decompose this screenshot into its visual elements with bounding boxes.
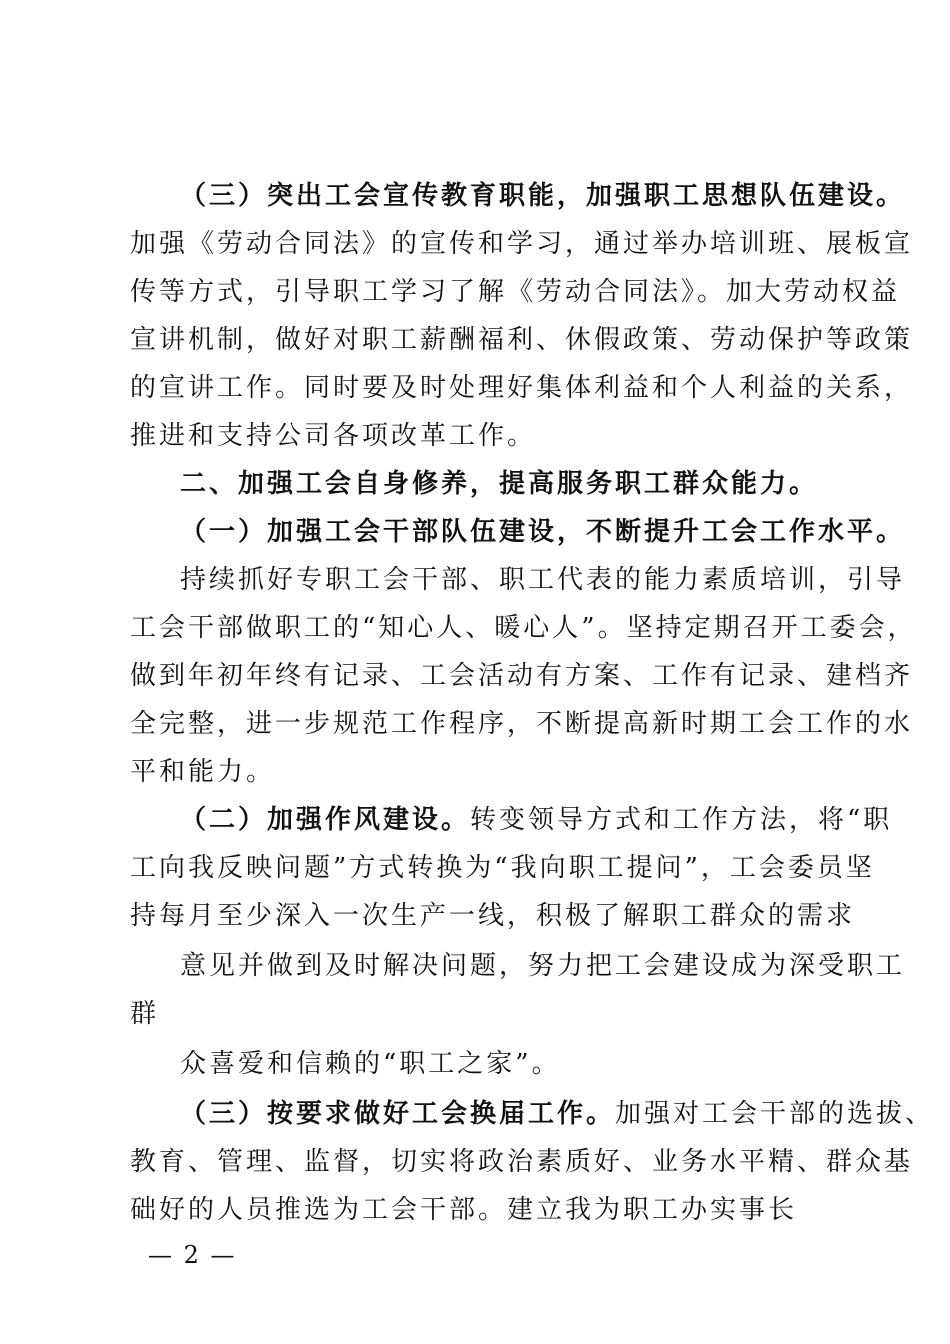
paragraph-line (130, 320, 914, 360)
line-text: 工会干部做职工的“知心人、暖心人”。坚持定期召开工委会， (130, 613, 917, 643)
line-text: 平和能力。 (130, 757, 276, 787)
line-text: 全完整，进一步规范工作程序，不断提高新时期工会工作的水 (130, 709, 914, 739)
section-heading: 二、加强工会自身修养，提高服务职工群众能力。 (180, 469, 819, 499)
paragraph-line (130, 896, 856, 936)
line-text: 推进和支持公司各项改革工作。 (130, 421, 537, 451)
line-text: 础好的人员推选为工会干部。建立我为职工办实事长 (130, 1195, 798, 1225)
line-text: 众喜爱和信赖的“职工之家”。 (180, 1049, 561, 1079)
section-heading: （一）加强工会干部队伍建设，不断提升工会工作水平。 (180, 517, 906, 547)
paragraph-line (130, 656, 914, 696)
paragraph-line (130, 1142, 914, 1182)
paragraph-line (130, 224, 914, 264)
paragraph-line (130, 848, 875, 888)
line-text: 加强《劳动合同法》的宣传和学习，通过举办培训班、展板宣 (130, 229, 914, 259)
paragraph-line (180, 176, 906, 216)
section-heading: （三）突出工会宣传教育职能，加强职工思想队伍建设。 (180, 181, 906, 211)
paragraph-line (130, 752, 820, 792)
paragraph-line (180, 464, 870, 504)
line-text: 群 (130, 999, 160, 1029)
line-text: 意见并做到及时解决问题，努力把工会建设成为深受职工 (180, 951, 906, 981)
paragraph-line (180, 512, 906, 552)
paragraph-line (130, 272, 901, 312)
paragraph-line (130, 1190, 820, 1230)
line-text: 教育、管理、监督，切实将政治素质好、业务水平精、群众基 (130, 1147, 914, 1177)
page-number: — 2 — (148, 1241, 237, 1269)
line-text: 传等方式，引导职工学习了解《劳动合同法》。加大劳动权益 (130, 277, 901, 307)
paragraph-line (130, 704, 914, 744)
section-heading: （二）加强作风建设。 (180, 805, 471, 835)
line-text: 加强对工会干部的选拔、 (615, 1099, 935, 1129)
line-text: 转变领导方式和工作方法，将“职 (470, 805, 893, 835)
paragraph-line (180, 1094, 935, 1134)
line-text: 工向我反映问题”方式转换为“我向职工提问”，工会委员坚 (130, 853, 875, 883)
line-text: 做到年初年终有记录、工会活动有方案、工作有记录、建档齐 (130, 661, 914, 691)
paragraph-line (130, 416, 820, 456)
paragraph-line (180, 1044, 870, 1084)
paragraph-line (180, 560, 906, 600)
paragraph-line (130, 368, 914, 408)
line-text: 持续抓好专职工会干部、职工代表的能力素质培训，引导 (180, 565, 906, 595)
line-text: 持每月至少深入一次生产一线，积极了解职工群众的需求 (130, 901, 856, 931)
section-heading: （三）按要求做好工会换届工作。 (180, 1099, 616, 1129)
line-text: 宣讲机制，做好对职工薪酬福利、休假政策、劳动保护等政策 (130, 325, 914, 355)
line-text: 的宣讲工作。同时要及时处理好集体利益和个人利益的关系， (130, 373, 914, 403)
paragraph-line (180, 946, 906, 986)
paragraph-line (130, 608, 917, 648)
paragraph-line (180, 800, 893, 840)
paragraph-line (130, 994, 820, 1034)
